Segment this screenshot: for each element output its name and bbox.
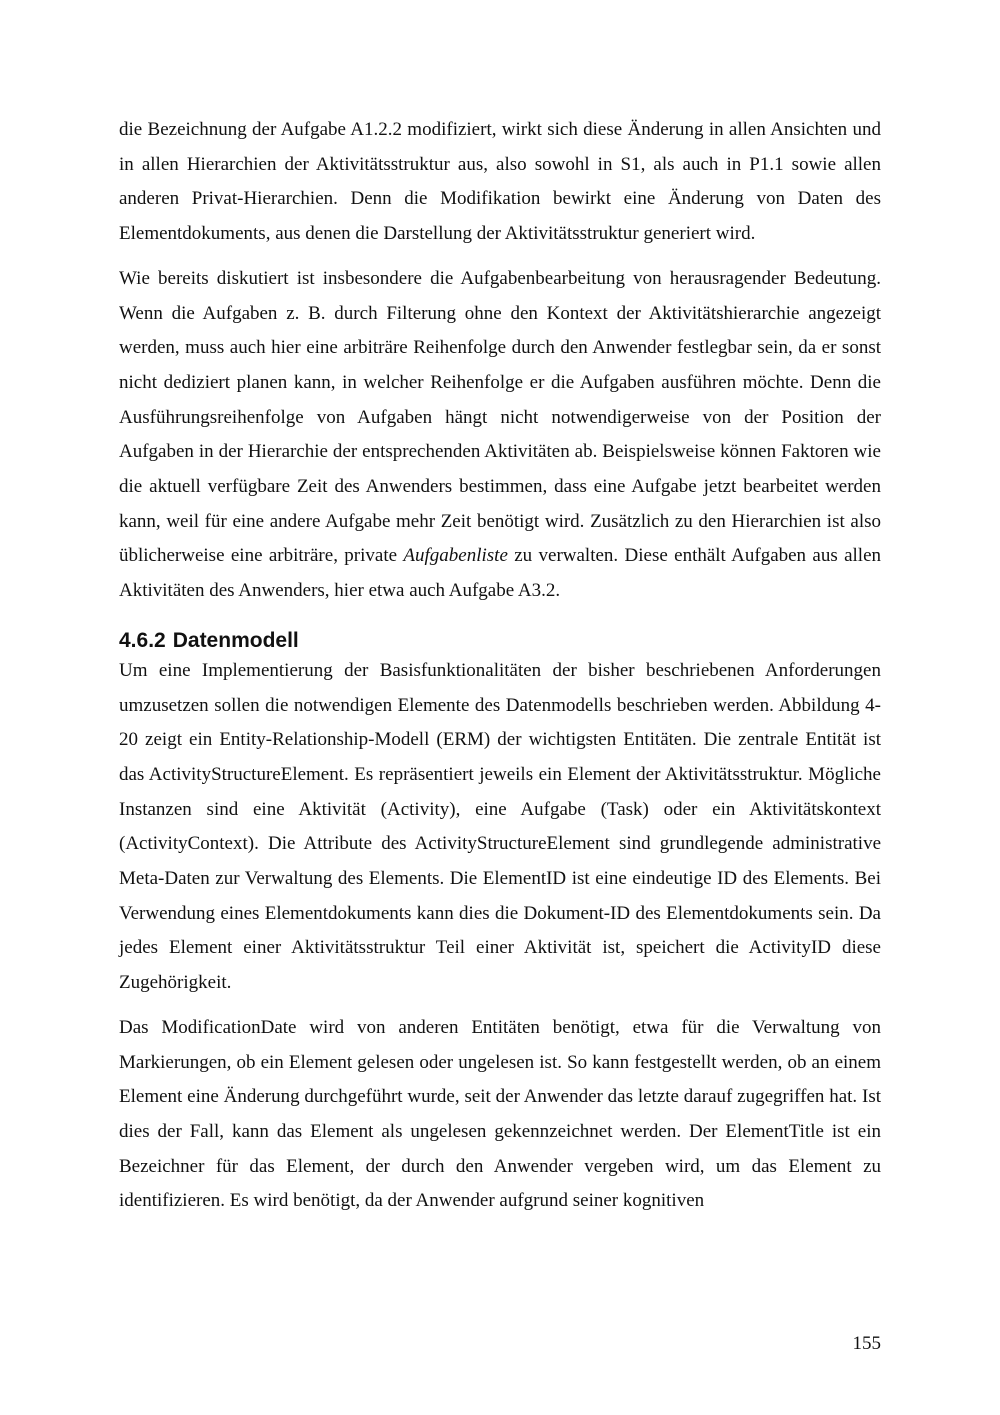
- paragraph-4: Das ModificationDate wird von anderen Entitäten benötigt, etwa für die Verwaltung von Markierungen, ob ein Element gelesen oder ungelesen ist. So kann festgestellt werden, ob an einem Element eine Änderung durchgeführt wurde, seit der Anwender das letzte darauf zugegriffen hat. Ist dies der Fall, kann das Element als ungelesen gekennzeichnet werden. Der ElementTitle ist ein Bezeichner für das Element, der durch den Anwender vergeben wird, um das Element zu identifizieren. Es wird benötigt, da der Anwender aufgrund seiner kognitiven: [119, 1016, 881, 1212]
- paragraph-1: die Bezeichnung der Aufgabe A1.2.2 modifiziert, wirkt sich diese Änderung in allen Ansichten und in allen Hierarchien der Aktivitätsstruktur aus, also sowohl in S1, als auch in P1.1 sowie allen anderen Privat-Hierarchien. Denn die Modifikation bewirkt eine Änderung von Daten des Elementdokuments, aus denen die Darstellung der Aktivitätsstruktur generiert wird.: [119, 119, 881, 245]
- italic-term-aufgabenliste: Aufgabenliste: [403, 545, 508, 567]
- paragraph-2-text-a: Wie bereits diskutiert ist insbesondere die Aufgabenbearbeitung von herausragender Bedeutung. Wenn die Aufgaben z. B. durch Filterung ohne den Kontext der Aktivitätshierarchie angezeigt werden, muss auch hier eine arbiträre Reihenfolge durch den Anwender festlegbar sein, da er sonst nicht dediziert planen kann, in welcher Reihenfolge er die Aufgaben ausführen möchte. Denn die Ausführungsreihenfolge von Aufgaben hängt nicht notwendigerweise von der Position der Aufgaben in der Hierarchie der entsprechenden Aktivitäten ab. Beispielsweise können Faktoren wie die aktuell verfügbare Zeit des Anwenders bestimmen, dass eine Aufgabe jetzt bearbeitet werden kann, weil für eine andere Aufgabe mehr Zeit benötigt wird. Zusätzlich zu den Hierarchien ist also üblicherweise eine arbiträre, private: [119, 267, 881, 567]
- section-number: 4.6.2: [119, 628, 166, 652]
- section-title: Datenmodell: [172, 628, 299, 652]
- paragraph-2: [119, 262, 881, 609]
- page-number: 155: [852, 1333, 881, 1354]
- section-heading: [119, 628, 881, 654]
- paragraph-2-text-b: zu verwalten. Diese enthält Aufgaben aus allen Aktivitäten des Anwenders, hier etwa auch Aufgabe A3.2.: [119, 545, 882, 602]
- page-body: [119, 113, 881, 1219]
- paragraph-3: Um eine Implementierung der Basisfunktionalitäten der bisher beschriebenen Anforderungen umzusetzen sollen die notwendigen Elemente des Datenmodells beschrieben werden. Abbildung 4-20 zeigt ein Entity-Relationship-Modell (ERM) der wichtigsten Entitäten. Die zentrale Entität ist das ActivityStructureElement. Es repräsentiert jeweils ein Element der Aktivitätsstruktur. Mögliche Instanzen sind eine Aktivität (Activity), eine Aufgabe (Task) oder ein Aktivitätskontext (ActivityContext). Die Attribute des ActivityStructureElement sind grundlegende administrative Meta-Daten zur Verwaltung des Elements. Die ElementID ist eine eindeutige ID des Elements. Bei Verwendung eines Elementdokuments kann dies die Dokument-ID des Elementdokuments sein. Da jedes Element einer Aktivitätsstruktur Teil einer Aktivität ist, speichert die ActivityID diese Zugehörigkeit.: [119, 659, 881, 994]
